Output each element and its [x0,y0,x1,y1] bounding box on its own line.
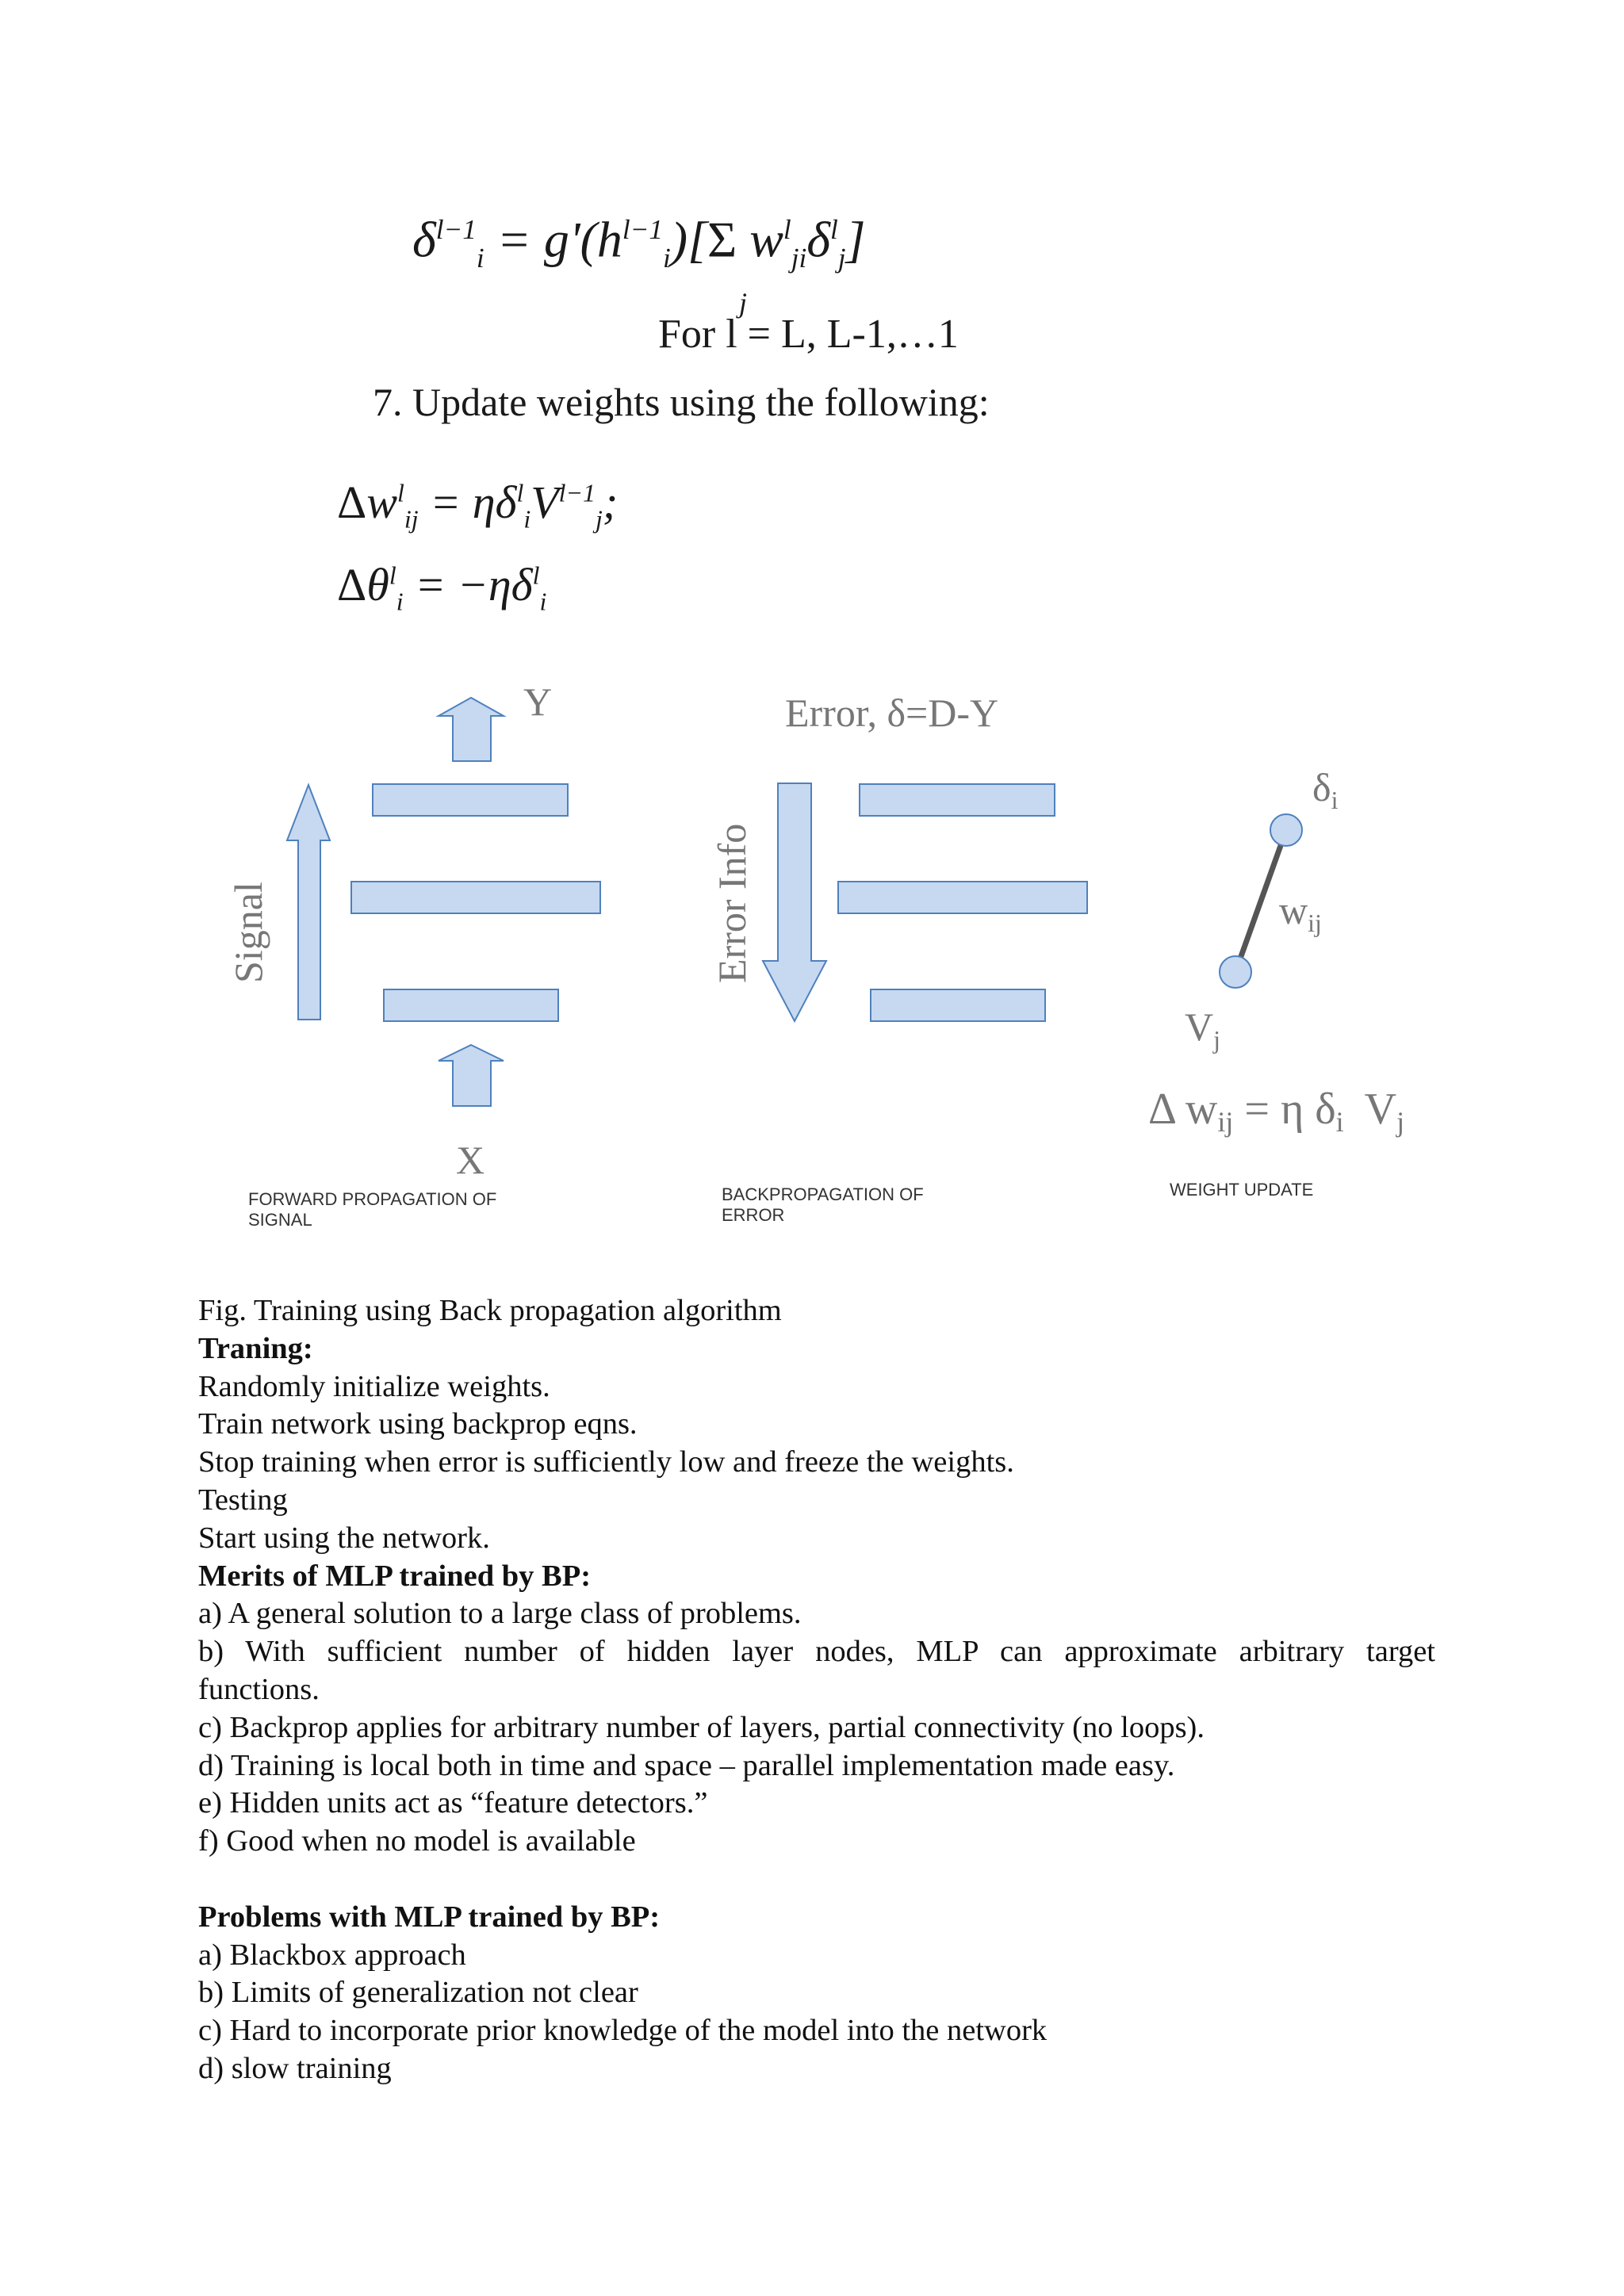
forward-caption-line2: SIGNAL [248,1210,312,1230]
backward-caption-line1: BACKPROPAGATION OF [722,1184,924,1204]
problem-item: c) Hard to incorporate prior knowledge of the model into the network [198,2014,1048,2048]
training-line: Testing [198,1483,288,1517]
delta-lhs-sub: i [476,243,485,274]
forward-side-label: Signal [226,882,270,983]
backward-top-label: Error, δ=D-Y [785,691,999,735]
training-line: Stop training when error is sufficiently low and freeze the weights. [198,1445,1014,1479]
training-line: Randomly initialize weights. [198,1369,550,1403]
backward-layer-bottom [871,989,1045,1021]
signal-arrow-up-icon [287,785,330,1020]
merit-item: f) Good when no model is available [198,1824,636,1858]
dw-sub: ij [404,505,419,534]
training-line: Train network using backprop eqns. [198,1407,638,1441]
error-arrow-down-icon [763,783,826,1021]
problems-heading: Problems with MLP trained by BP: [198,1900,661,1934]
dw-sup: l [397,479,404,507]
node-top-label: $\delta_i$ [1312,765,1339,814]
weight-update-formula: Δ wij = η δi Vj [1148,1085,1405,1138]
forward-caption-line1: FORWARD PROPAGATION OF [248,1189,497,1209]
problem-item: d) slow training [198,2051,392,2085]
backward-layer-middle [838,882,1087,913]
weight-panel [1148,765,1404,1200]
threshold-update-equation: $\Delta\theta^l_i = -\eta\delta^l_i$ [337,559,547,616]
merit-item: b) With sufficient number of hidden layer nodes, MLP can approximate arbitrary target [198,1635,1435,1669]
problem-item: b) Limits of generalization not clear [198,1976,638,2010]
forward-bottom-label: X [456,1138,485,1182]
dt-delta-sub: i [539,587,547,616]
forward-layer-middle [351,882,600,913]
backward-panel [710,691,1087,1225]
w-sup: l [783,214,791,245]
h-sub: i [662,243,671,274]
delta-recursion-equation: $\delta^{l-1}_i = g'(h^{l-1}_i)[\Sigma$ $w^l_{ji}\delta^l_j$] j [412,190,865,298]
delta-lhs-sup: l−1 [435,214,477,245]
body-text [198,1292,1435,2088]
delta-rhs-sub: j [837,243,846,274]
output-arrow-up-icon [439,698,504,761]
dw-v-sup: l−1 [558,479,596,507]
for-clause: For l = L, L-1,…1 [658,312,959,357]
edge-label: $w_{ij}$ [1279,888,1322,937]
forward-layer-bottom [384,989,558,1021]
h-sup: l−1 [622,214,663,245]
problem-item: a) Blackbox approach [198,1938,466,1972]
node-v-j [1220,956,1251,988]
training-line: Start using the network. [198,1521,490,1555]
input-arrow-up-icon [439,1045,504,1106]
merit-item: functions. [198,1672,320,1706]
merits-heading: Merits of MLP trained by BP: [198,1559,592,1593]
forward-top-label: Y [523,679,553,724]
merit-item: a) A general solution to a large class of problems. [198,1597,802,1631]
sum-index: j [739,287,748,319]
delta-rhs-sup: l [830,214,838,245]
merit-item: d) Training is local both in time and space – parallel implementation made easy. [198,1748,1175,1782]
dt-delta-sup: l [532,561,540,590]
node-delta-i [1270,814,1302,846]
step-7-heading: 7. Update weights using the following: [373,380,990,424]
w-sub: ji [791,243,807,274]
merit-item: e) Hidden units act as “feature detectors.” [198,1786,708,1820]
node-bottom-label: $V_j$ [1185,1004,1220,1054]
dw-delta-sup: l [516,479,524,507]
training-heading: Traning: [198,1331,313,1365]
weight-caption: WEIGHT UPDATE [1170,1180,1314,1200]
weight-update-equation: $\Delta w^l_{ij} = \eta\delta^l_iV^{l-1}_j$; [337,476,619,534]
backward-layer-top [860,784,1055,816]
dt-sup: l [389,561,396,590]
dw-v-sub: j [596,505,603,534]
figure-caption: Fig. Training using Back propagation algorithm [198,1294,782,1327]
backward-side-label: Error Info [710,823,754,983]
dt-sub: i [396,587,404,616]
paragraph-gap [198,1861,1435,1899]
forward-layer-top [373,784,568,816]
forward-panel [226,679,600,1230]
merit-item: c) Backprop applies for arbitrary number of layers, partial connectivity (no loops). [198,1710,1205,1744]
dw-delta-sub: i [523,505,531,534]
backward-caption-line2: ERROR [722,1205,785,1225]
